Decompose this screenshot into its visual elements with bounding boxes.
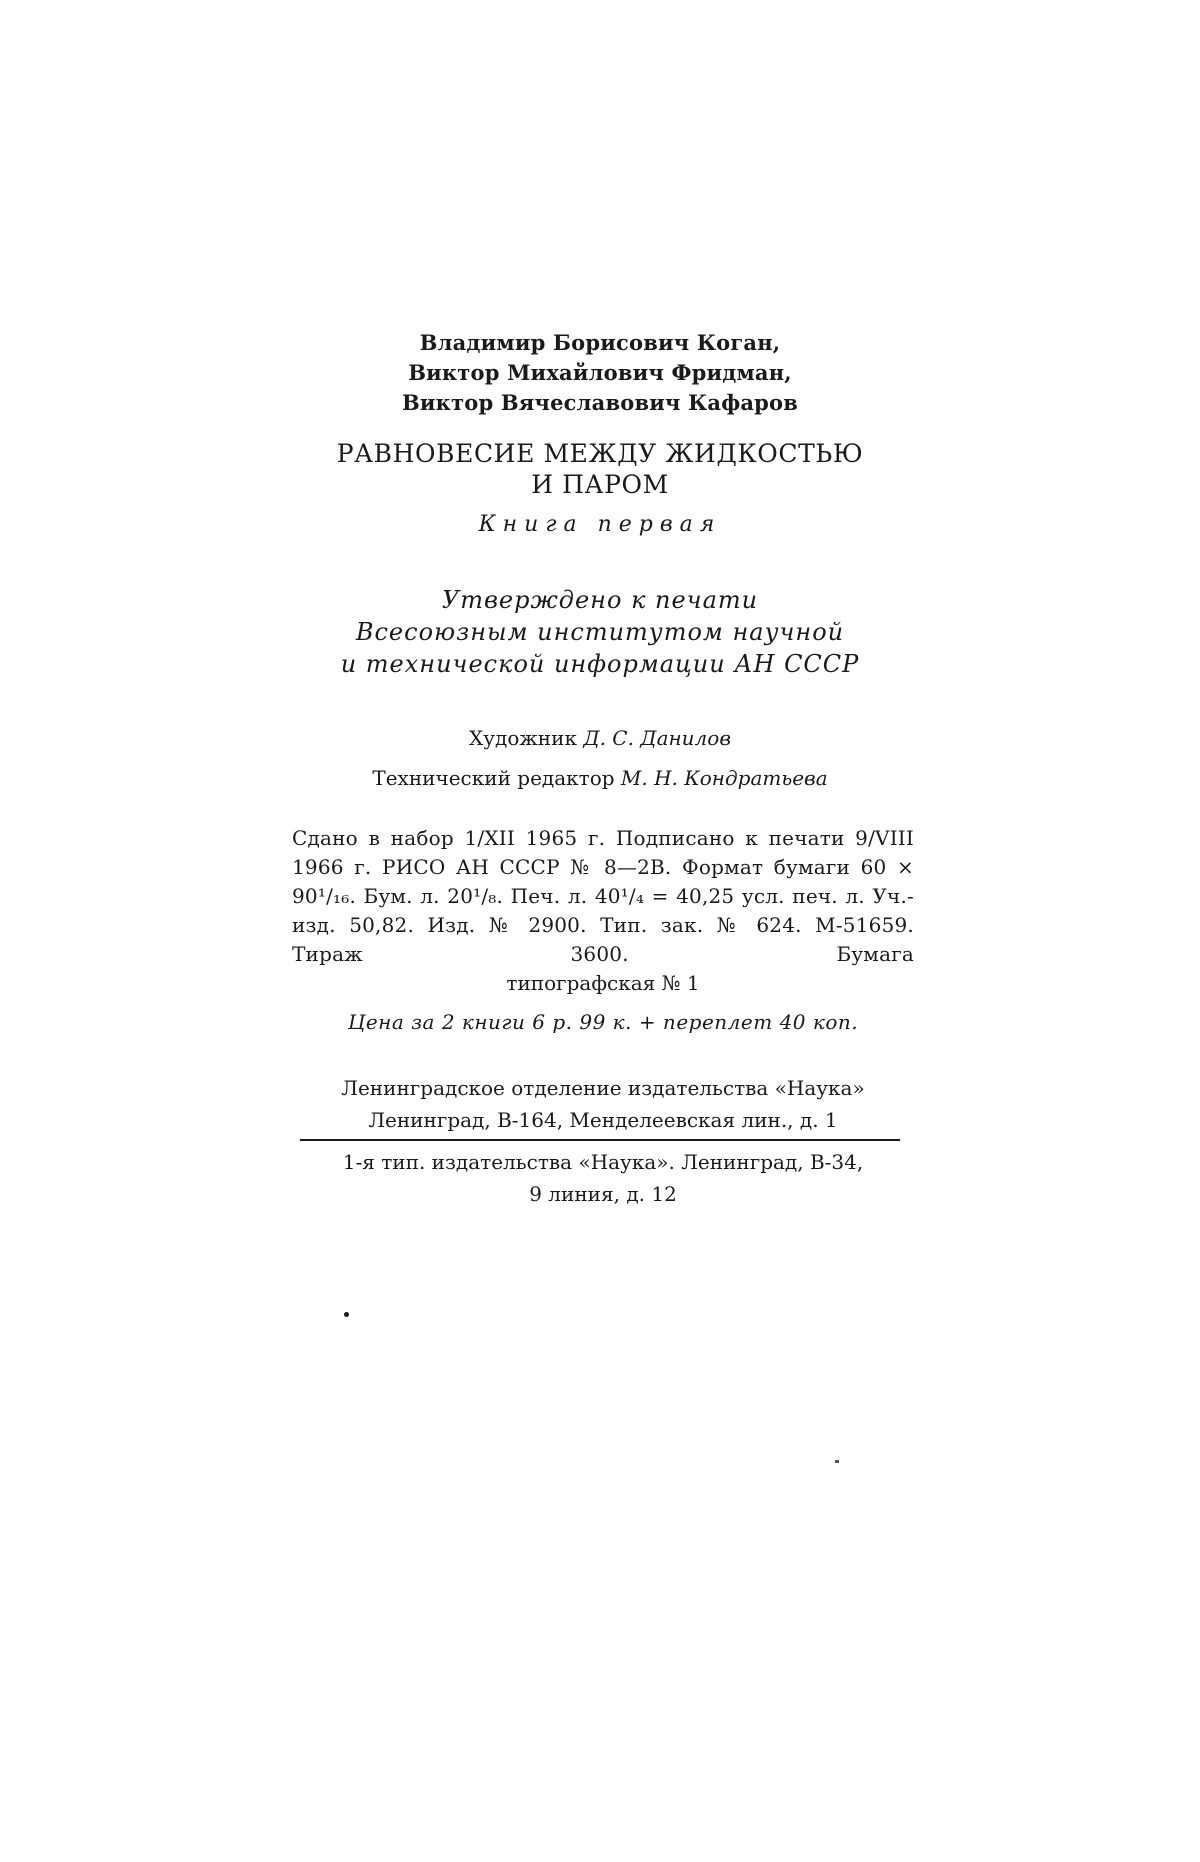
publisher-line: Ленинградское отделение издательства «Наука»	[341, 1076, 865, 1100]
publisher-block	[292, 1072, 914, 1136]
book-title	[290, 438, 910, 500]
approval-line: Всесоюзным институтом научной	[355, 618, 845, 646]
author-name: Виктор Вячеславович Кафаров	[401, 390, 799, 415]
ink-speck	[835, 1460, 839, 1463]
printer-line: 1-я тип. издательства «Наука». Ленинград, В-34,	[342, 1150, 864, 1174]
approval-line: Утверждено к печати	[441, 586, 759, 614]
book-title-line: И ПАРОМ	[531, 470, 669, 499]
authors-block	[290, 328, 910, 418]
editor-name: М. Н. Кондратьева	[620, 766, 828, 790]
author-name: Владимир Борисович Коган,	[419, 330, 781, 355]
editor-credit	[290, 758, 910, 798]
volume-subtitle: Книга первая	[478, 512, 722, 537]
publisher-address: Ленинград, В-164, Менделеевская лин., д. 1	[368, 1108, 838, 1132]
author-name: Виктор Михайлович Фридман,	[408, 360, 792, 385]
artist-label: Художник	[469, 726, 577, 750]
printer-block	[292, 1146, 914, 1210]
divider-rule	[300, 1139, 900, 1141]
artist-credit	[290, 718, 910, 758]
book-title-line: РАВНОВЕСИЕ МЕЖДУ ЖИДКОСТЬЮ	[336, 439, 864, 468]
price-line: Цена за 2 книги 6 р. 99 к. + переплет 40 коп.	[347, 1010, 859, 1034]
approval-line: и технической информации АН СССР	[340, 650, 860, 678]
approval-note	[290, 584, 910, 680]
editor-label: Технический редактор	[372, 766, 615, 790]
imprint-paper-type: типографская № 1	[506, 971, 700, 995]
ink-speck	[344, 1312, 349, 1317]
staff-credits	[290, 718, 910, 798]
printer-address: 9 линия, д. 12	[529, 1182, 677, 1206]
artist-name: Д. С. Данилов	[583, 726, 731, 750]
imprint-details: Сдано в набор 1/XII 1965 г. Подписано к печати 9/VIII 1966 г. РИСО АН СССР № 8—2В. Формат бумаги 60 × 90¹/₁₆. Бум. л. 20¹/₈. Печ. л. 40¹/₄ = 40,25 усл. печ. л. Уч.-изд. 50,82. Изд. № 2900. Тип. зак. № 624. М-51659. Тираж 3600. Бумага	[292, 826, 914, 966]
